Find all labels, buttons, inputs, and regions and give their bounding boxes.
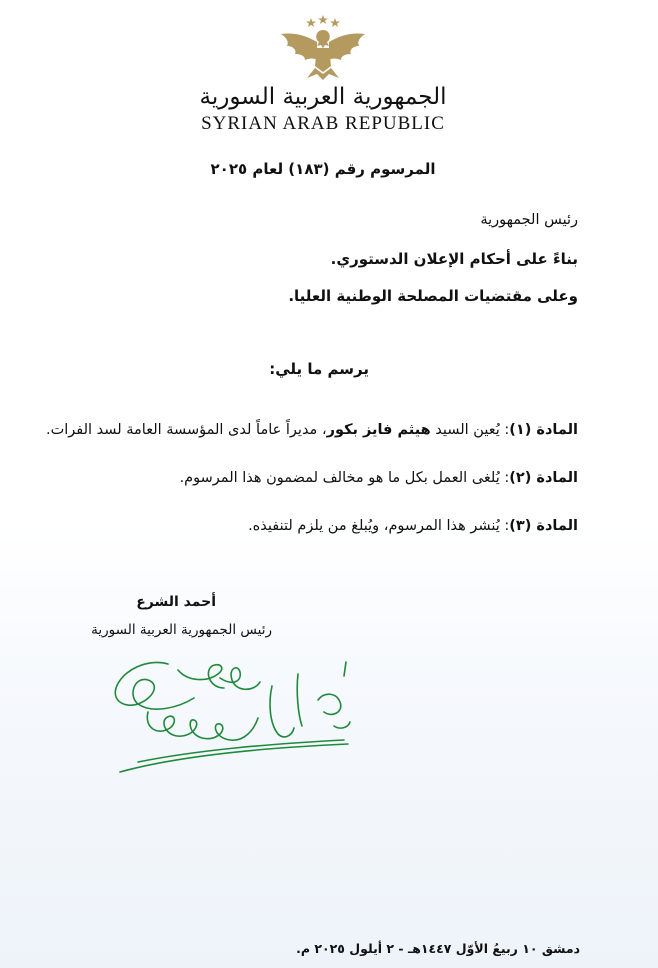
article-label: المادة (١) <box>509 422 578 438</box>
article-1 <box>46 422 578 438</box>
decrees-heading: يرسم ما يلي: <box>269 360 369 378</box>
eagle-emblem-icon <box>277 12 369 82</box>
preamble-president: رئيس الجمهورية <box>480 212 578 228</box>
article-text: : يُنشر هذا المرسوم، ويُبلغ من يلزم لتنفيذه. <box>248 518 510 534</box>
issue-date: دمشق ١٠ ربيعُ الأوّل ١٤٤٧هـ - ٢ أيلول ٢٠٢٥ م. <box>296 941 580 956</box>
decree-number: المرسوم رقم (١٨٣) لعام ٢٠٢٥ <box>210 160 436 178</box>
handwritten-signature <box>108 652 370 782</box>
appointee-name: هيثم فايز بكور <box>326 422 431 438</box>
article-text: : يُعين السيد <box>430 422 510 438</box>
preamble-interest: وعلى مقتضيات المصلحة الوطنية العليا. <box>288 287 578 305</box>
signatory-name: أحمد الشرع <box>136 594 216 610</box>
article-2 <box>180 470 578 486</box>
article-label: المادة (٢) <box>509 470 578 486</box>
country-name-english: SYRIAN ARAB REPUBLIC <box>201 113 445 134</box>
signatory-title: رئيس الجمهورية العربية السورية <box>91 622 272 638</box>
article-text: : يُلغى العمل بكل ما هو مخالف لمضمون هذا المرسوم. <box>179 470 510 486</box>
article-3 <box>248 518 578 534</box>
article-text: ، مديراً عاماً لدى المؤسسة العامة لسد الفرات. <box>45 422 327 438</box>
article-label: المادة (٣) <box>509 518 578 534</box>
preamble-basis: بناءً على أحكام الإعلان الدستوري. <box>330 250 578 268</box>
country-name-arabic: الجمهورية العربية السورية <box>199 84 447 110</box>
